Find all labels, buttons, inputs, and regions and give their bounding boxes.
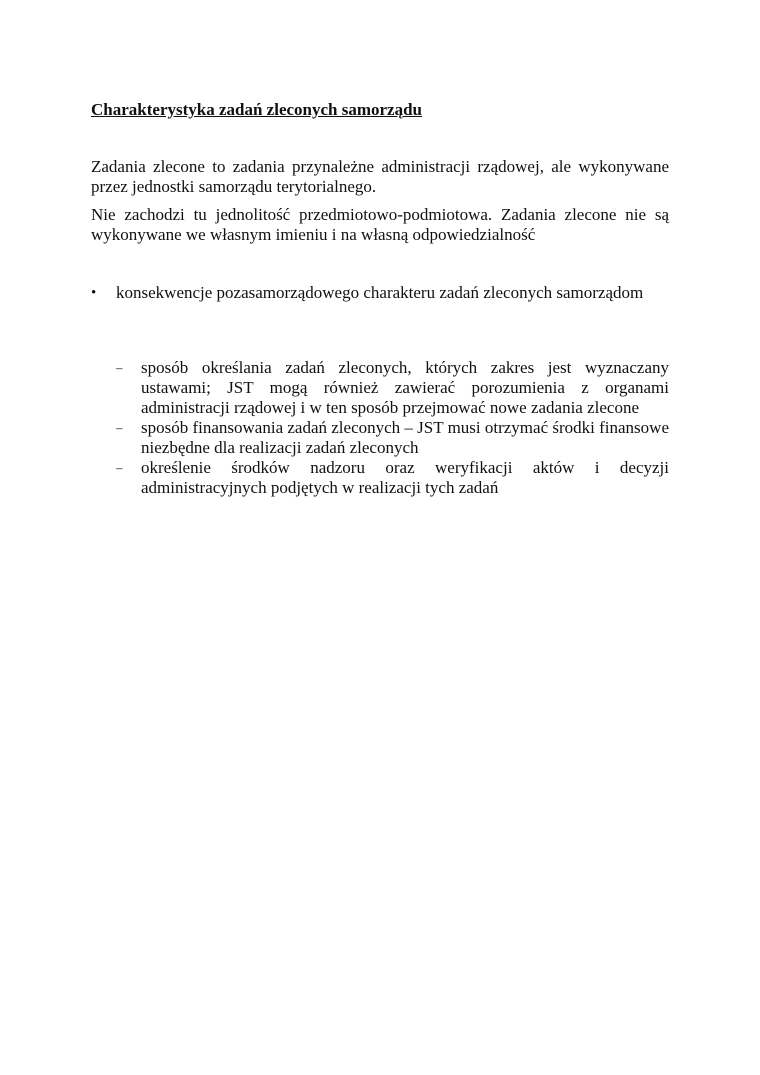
sub-list-item [116,418,669,458]
paragraph-1: Zadania zlecone to zadania przynależne administracji rządowej, ale wykonywane przez jednostki samorządu terytorialnego. [91,157,669,196]
bullet-item [91,283,669,303]
bullet-text: konsekwencje pozasamorządowego charakteru zadań zleconych samorządom [116,283,644,302]
dash-icon: – [116,420,123,435]
sub-list [116,358,669,498]
sub-item-text: sposób określania zadań zleconych, których zakres jest wyznaczany ustawami; JST mogą również zawierać porozumienia z organami administracji rządowej i w ten sposób przejmować nowe zadania zlecone [141,358,669,417]
sub-list-item [116,458,669,498]
sub-item-text: sposób finansowania zadań zleconych – JST musi otrzymać środki finansowe niezbędne dla realizacji zadań zleconych [141,418,669,457]
bullet-list [91,283,669,303]
dash-icon: – [116,360,123,375]
dash-icon: – [116,460,123,475]
bullet-icon: • [91,285,97,301]
document-title: Charakterystyka zadań zleconych samorządu [91,100,423,119]
sub-item-text: określenie środków nadzoru oraz weryfikacji aktów i decyzji administracyjnych podjętych w realizacji tych zadań [141,458,669,497]
paragraph-2: Nie zachodzi tu jednolitość przedmiotowo-podmiotowa. Zadania zlecone nie są wykonywane we własnym imieniu i na własną odpowiedzialność [91,205,669,244]
sub-list-item [116,358,669,418]
